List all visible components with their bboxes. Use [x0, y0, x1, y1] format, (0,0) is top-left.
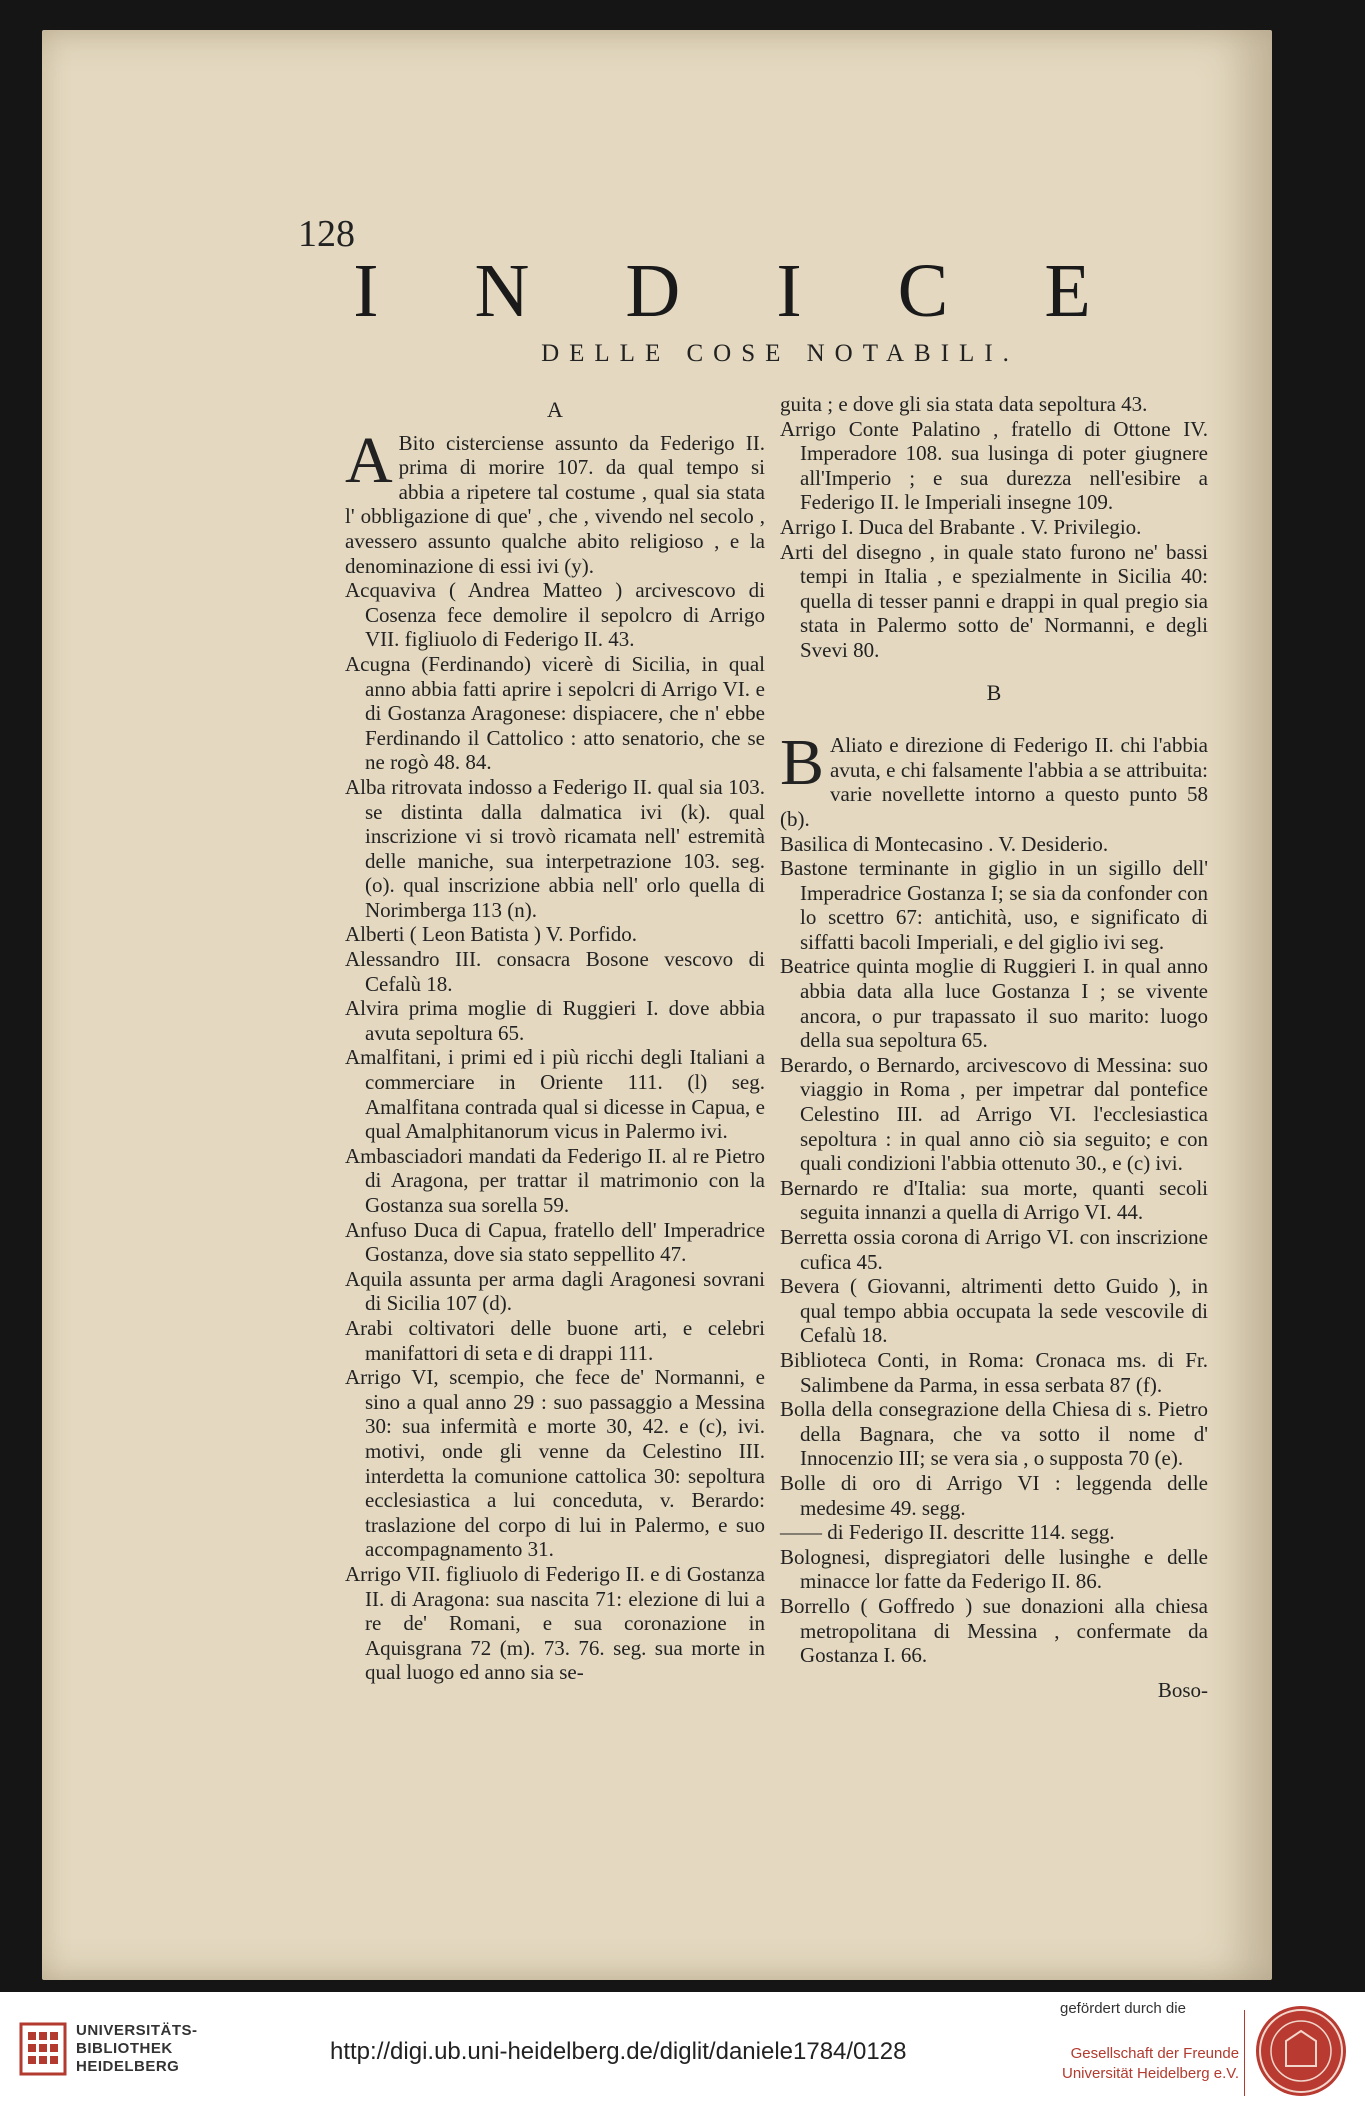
index-entry: —— di Federigo II. descritte 114. segg. [780, 1520, 1115, 1545]
index-entry: Arabi coltivatori delle buone arti, e celebri manifattori di seta e di drappi 111. [345, 1315, 765, 1365]
index-entry: Arrigo I. Duca del Brabante . V. Privilegio. [780, 514, 1142, 539]
section-heading-b: B [986, 679, 1002, 705]
index-entry: Bolognesi, dispregiatori delle lusinghe e delle minacce lor fatte da Federigo II. 86. [780, 1544, 1208, 1594]
index-entry: Arti del disegno , in quale stato furono ne' bassi tempi in Italia , e spezialmente in Sicilia 40: quella di tesser panni e drappi in qual pregio sia stata in Palermo sotto de' Normanni, e degli Svevi 80. [780, 539, 1208, 662]
document-url-link[interactable]: http://digi.ub.uni-heidelberg.de/diglit/daniele1784/0128 [330, 2038, 907, 2065]
index-entry: Amalfitani, i primi ed i più ricchi degli Italiani a commerciare in Oriente 111. (l) seg. Amalfitana contrada qual si dicesse in Capua, e qual Amalphitanorum vicus in Palermo ivi. [345, 1045, 765, 1144]
catchword: Boso- [1157, 1677, 1208, 1702]
index-entry: Berretta ossia corona di Arrigo VI. con inscrizione cufica 45. [780, 1225, 1208, 1274]
left-column [345, 392, 765, 1685]
index-entry: Bernardo re d'Italia: sua morte, quanti secoli seguita innanzi a quella di Arrigo VI. 44. [780, 1175, 1208, 1225]
index-entry: Alvira prima moglie di Ruggieri I. dove abbia avuta sepoltura 65. [345, 996, 765, 1045]
index-entry: A Bito cisterciense assunto da Federigo II. prima di morire 107. da qual tempo si abbia a ripetere tal costume , qual sia stata l' obbligazione di que' , che , vivendo nel secolo , avessero assunto qualche abito religioso , e la denominazione di essi ivi (y). [345, 423, 765, 578]
index-entry: B Aliato e direzione di Federigo II. chi l'abbia avuta, e chi falsamente l'abbia a se attribuita: varie novellette intorno a questo punto 58 (b). [780, 726, 1208, 831]
right-entries-b [780, 726, 1208, 1668]
index-entry: Aquila assunta per arma dagli Aragonesi sovrani di Sicilia 107 (d). [345, 1266, 765, 1316]
index-entry: Beatrice quinta moglie di Ruggieri I. in qual anno abbia data alla luce Gostanza I ; se vivente ancora, o pur trapassato il suo marito: luogo della sua sepoltura 65. [780, 954, 1208, 1053]
index-entry: Bolla della consegrazione della Chiesa di s. Pietro della Bagnara, che va sotto il nome d' Innocenzio III; se vera sia , o supposta 70 (e). [780, 1397, 1208, 1471]
index-entry: Alba ritrovata indosso a Federigo II. qual sia 103. se distinta dalla dalmatica ivi (k). qual inscrizione vi si trovò ricamata nell' estremità delle maniche, sua interpetrazione 103. seg. (o). qual inscrizione abbia nell' orlo quella di Norimberga 113 (n). [345, 774, 765, 922]
index-entry: Bevera ( Giovanni, altrimenti detto Guido ), in qual tempo abbia occupata la sede vescovile di Cefalù 18. [780, 1274, 1208, 1348]
index-entry: Bolle di oro di Arrigo VI : leggenda delle medesime 49. segg. [780, 1470, 1208, 1520]
index-entry: Arrigo Conte Palatino , fratello di Ottone IV. Imperadore 108. sua lusinga di poter giugnere all'Imperio ; e sua durezza nell'esibire a Federigo II. le Imperiali insegne 109. [780, 416, 1208, 515]
university-logo-icon [18, 2020, 68, 2078]
index-entry: Biblioteca Conti, in Roma: Cronaca ms. di Fr. Salimbene da Parma, in essa serbata 87 (f). [780, 1347, 1208, 1397]
index-entry: Basilica di Montecasino . V. Desiderio. [780, 831, 1109, 856]
right-entries-a [780, 392, 1208, 663]
right-column [780, 392, 1208, 1702]
page-number: 128 [298, 213, 355, 255]
page-subtitle: DELLE COSE NOTABILI. [541, 340, 1019, 367]
index-entry: Arrigo VII. figliuolo di Federigo II. e di Gostanza II. di Aragona: sua nascita 71: elezione di lui a re de' Romani, e sua coronazione in Aquisgrana 72 (m). 73. 76. seg. sua morte in qual luogo ed anno sia se- [345, 1561, 765, 1685]
drop-cap-letter: B [780, 726, 825, 800]
university-seal-icon [1256, 2006, 1346, 2096]
index-entry: Acugna (Ferdinando) vicerè di Sicilia, in qual anno abbia fatti aprire i sepolcri di Arrigo VI. e di Gostanza Aragonese: dispiacere, che n' ebbe Ferdinando il Cattolico : atto senatorio, che se ne rogò 48. 84. [345, 651, 765, 775]
index-entry: Arrigo VI, scempio, che fece de' Normanni, e sino a qual anno 29 : suo passaggio a Messina 30: sua infermità e morte 30, 42. e (c), ivi. motivi, onde gli venne da Celestino III. interdetta la comunione cattolica 30: sepoltura ecclesiastica a lui conceduta, v. Berardo: traslazione del corpo di lui in Palermo, e suo accompagnamento 31. [345, 1365, 765, 1562]
funded-by-label: gefördert durch die [1060, 2000, 1186, 2017]
left-entries [345, 423, 765, 1685]
section-heading-a: A [547, 397, 563, 422]
footer-bar [0, 1992, 1365, 2112]
index-entry: Acquaviva ( Andrea Matteo ) arcivescovo di Cosenza fece demolire il sepolcro di Arrigo VII. figliuolo di Federigo II. 43. [345, 578, 765, 652]
index-entry: Alessandro III. consacra Bosone vescovo di Cefalù 18. [345, 947, 765, 996]
index-entry: Bastone terminante in giglio in un sigillo dell' Imperadrice Gostanza I; se sia da confonder con lo scettro 67: antichità, uso, e significato di siffatti bacoli Imperiali, e del giglio ivi seg. [780, 856, 1208, 954]
index-entry: Borrello ( Goffredo ) sue donazioni alla chiesa metropolitana di Messina , confermate da Gostanza I. 66. [780, 1593, 1208, 1668]
society-name: Gesellschaft der Freunde Universität Heidelberg e.V. [1062, 2045, 1240, 2082]
footer-divider [1244, 2010, 1245, 2096]
index-entry: guita ; e dove gli sia stata data sepoltura 43. [780, 392, 1148, 416]
index-entry: Alberti ( Leon Batista ) V. Porfido. [345, 922, 638, 947]
page-title: INDICE [353, 249, 1187, 333]
index-entry: Ambasciadori mandati da Federigo II. al re Pietro di Aragona, per trattar il matrimonio con la Gostanza sua sorella 59. [345, 1143, 765, 1217]
index-entry: Anfuso Duca di Capua, fratello dell' Imperadrice Gostanza, dove sia stato seppellito 47. [345, 1217, 765, 1267]
drop-cap-letter: A [345, 423, 393, 497]
university-name: UNIVERSITÄTS- BIBLIOTHEK HEIDELBERG [76, 2022, 198, 2075]
index-entry: Berardo, o Bernardo, arcivescovo di Messina: suo viaggio in Roma , per impetrar dal pontefice Celestino III. ad Arrigo VI. l'ecclesiastica sepoltura : in qual anno ciò sia seguito; e con quali condizioni l'abbia ottenuto 30., e (c) ivi. [780, 1052, 1208, 1176]
